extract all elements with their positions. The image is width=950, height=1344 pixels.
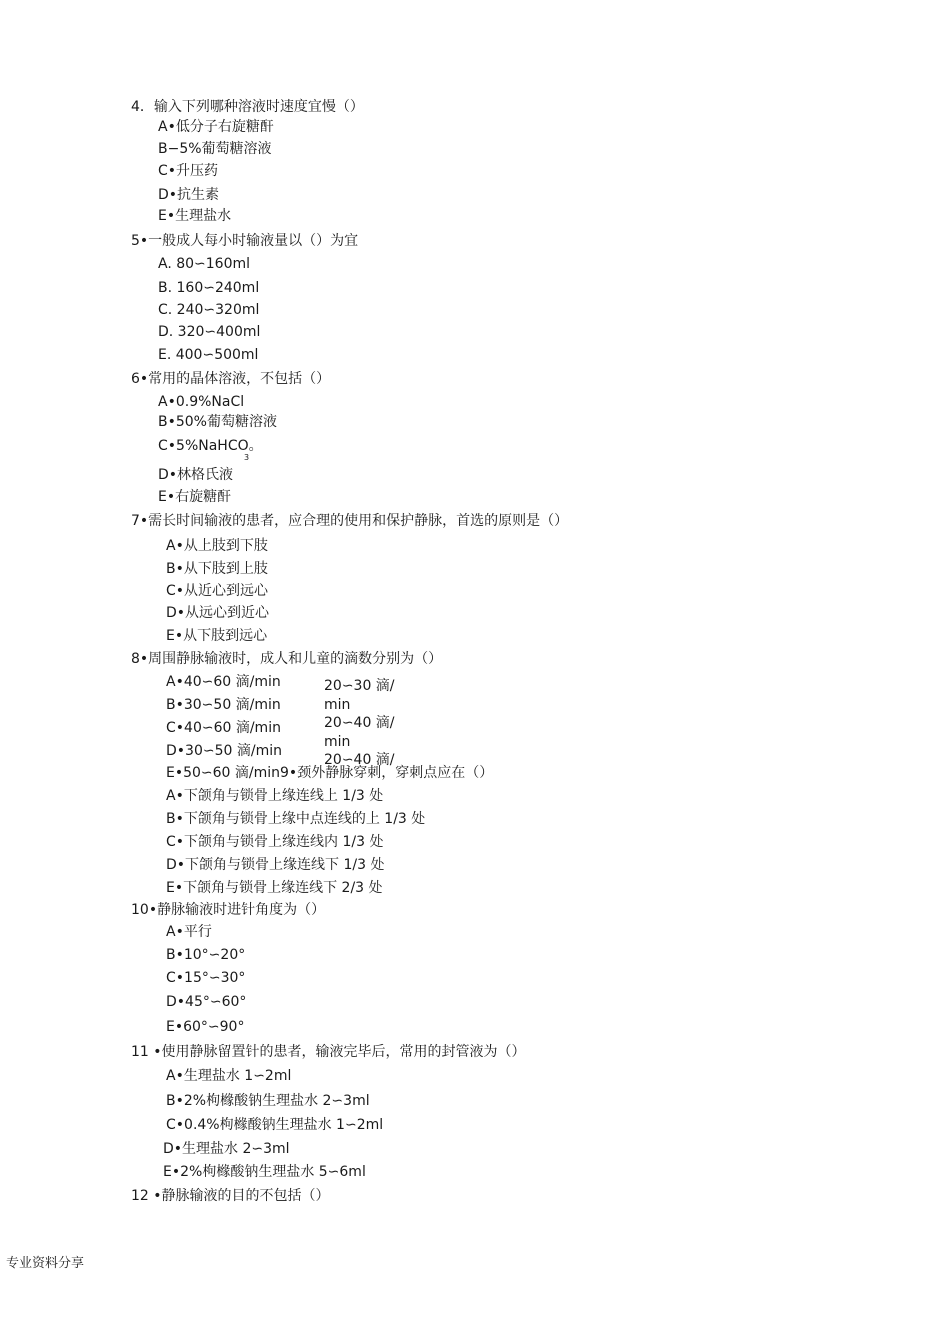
subscript-3: 3 (244, 453, 250, 462)
option-a: A•生理盐水 1∽2ml (166, 1068, 292, 1084)
question-7-stem: 7•需长时间输液的患者，应合理的使用和保护静脉，首选的原则是（） (131, 513, 569, 529)
footer-note: 专业资料分享 (6, 1256, 85, 1271)
option-e: E•生理盐水 (158, 208, 232, 224)
option-e: E•从下肢到远心 (166, 628, 268, 644)
option-d: D•生理盐水 2∽3ml (163, 1141, 290, 1157)
option-e: E•右旋糖酐 (158, 489, 232, 505)
side-value: min (324, 697, 351, 713)
option-d: D•45°∽60° (166, 994, 247, 1010)
option-a: A. 80∽160ml (158, 256, 251, 272)
option-e: E•2%枸橼酸钠生理盐水 5∽6ml (163, 1164, 366, 1180)
question-4-stem: 4．输入下列哪种溶液时速度宜慢（） (131, 99, 364, 115)
option-c: C•0.4%枸橼酸钠生理盐水 1∽2ml (166, 1117, 384, 1133)
option-b: B•50%葡萄糖溶液 (158, 414, 277, 430)
option-a: A•40∽60 滴/min (166, 674, 281, 690)
option-d: D. 320∽400ml (158, 324, 261, 340)
side-value: min (324, 734, 351, 750)
question-12-stem: 12 •静脉输液的目的不包括（） (131, 1188, 330, 1204)
question-10-stem: 10•静脉输液时进针角度为（） (131, 902, 326, 918)
option-b: B•30∽50 滴/min (166, 697, 281, 713)
option-c: C. 240∽320ml (158, 302, 260, 318)
side-value: 20∽40 滴/ (324, 715, 395, 731)
option-b: B•下颌角与锁骨上缘中点连线的上 1/3 处 (166, 811, 426, 827)
question-6-stem: 6•常用的晶体溶液，不包括（） (131, 371, 331, 387)
option-d: D•30∽50 滴/min (166, 743, 282, 759)
option-b: B. 160∽240ml (158, 280, 260, 296)
option-e: E•60°∽90° (166, 1019, 245, 1035)
option-c: C•升压药 (158, 163, 219, 179)
option-d: D•下颌角与锁骨上缘连线下 1/3 处 (166, 857, 385, 873)
option-e: E•下颌角与锁骨上缘连线下 2/3 处 (166, 880, 383, 896)
option-b: B•10°∽20° (166, 947, 246, 963)
option-a: A•0.9%NaCl (158, 394, 245, 410)
option-d: D•林格氏液 (158, 467, 234, 483)
option-c: C•5%NaHCO。 (158, 438, 263, 454)
question-11-stem: 11 •使用静脉留置针的患者，输液完毕后，常用的封管液为（） (131, 1044, 526, 1060)
option-d: D•抗生素 (158, 187, 220, 203)
option-b: B•从下肢到上肢 (166, 561, 268, 577)
option-b: B•2%枸橼酸钠生理盐水 2∽3ml (166, 1093, 370, 1109)
option-c: C•下颌角与锁骨上缘连线内 1/3 处 (166, 834, 384, 850)
option-a: A•下颌角与锁骨上缘连线上 1/3 处 (166, 788, 384, 804)
option-a: A•平行 (166, 924, 212, 940)
question-8-stem: 8•周围静脉输液时，成人和儿童的滴数分别为（） (131, 651, 443, 667)
side-value: 20∽40 滴/ (324, 752, 395, 768)
option-c: C•从近心到远心 (166, 583, 269, 599)
option-b: B−5%葡萄糖溶液 (158, 141, 272, 157)
option-a: A•低分子右旋糖酐 (158, 119, 274, 135)
option-a: A•从上肢到下肢 (166, 538, 268, 554)
side-value: 20∽30 滴/ (324, 678, 395, 694)
option-d: D•从远心到近心 (166, 605, 270, 621)
question-5-stem: 5•一般成人每小时输液量以（）为宜 (131, 233, 359, 249)
option-c: C•15°∽30° (166, 970, 246, 986)
option-e-and-question-9-stem: E•50∽60 滴/min9•颈外静脉穿刺，穿刺点应在（） (166, 765, 494, 781)
option-e: E. 400∽500ml (158, 347, 259, 363)
option-c: C•40∽60 滴/min (166, 720, 281, 736)
